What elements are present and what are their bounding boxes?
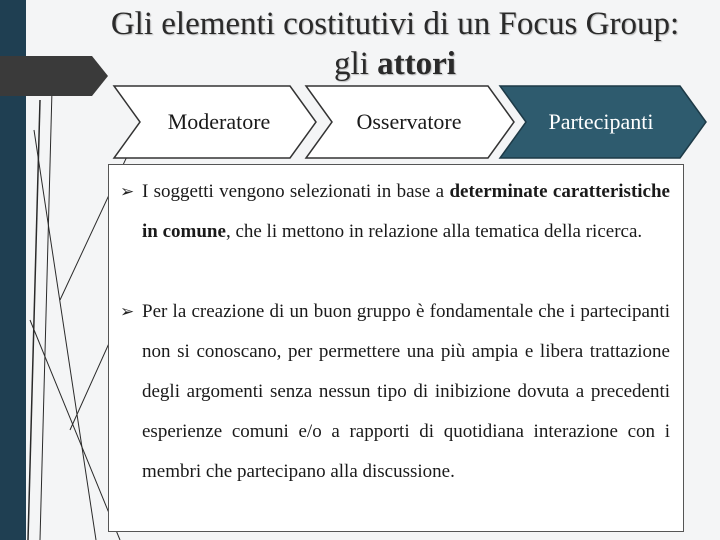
arrow-bullet-icon: ➢ — [120, 302, 135, 321]
chevron-label-moderatore: Moderatore — [167, 109, 271, 134]
bullet-1-part1: I soggetti vengono selezionati in base a — [142, 181, 450, 202]
bullet-text: Per la creazione di un buon gruppo è fondamentale che i partecipanti non si conoscano, per permettere una più ampia e libera trattazione degli argomenti senza nessun tipo di inibizione dovuta a precedenti esperienze comuni e/o a rapporti di quotidiana interazione con i membri che partecipano alla discussione. — [142, 301, 670, 482]
bullet-text — [142, 172, 670, 252]
dark-arrow-shape — [0, 56, 108, 96]
chevron-label-osservatore: Osservatore — [356, 109, 462, 134]
arrow-bullet-icon: ➢ — [120, 182, 135, 201]
bullet-item — [120, 172, 670, 252]
bullet-1-bold: determinate caratteristiche in comune — [142, 181, 670, 242]
title-line-2-bold: attori — [377, 46, 456, 82]
bullet-1-part2: , che li mettono in relazione alla tematica della ricerca. — [225, 221, 643, 242]
title-line-1: Gli elementi costitutivi di un Focus Group: — [110, 6, 680, 42]
bullet-item — [120, 292, 670, 492]
process-chevrons — [0, 0, 720, 180]
title-line-2-prefix: gli — [334, 46, 378, 82]
chevron-label-partecipanti: Partecipanti — [548, 109, 654, 134]
